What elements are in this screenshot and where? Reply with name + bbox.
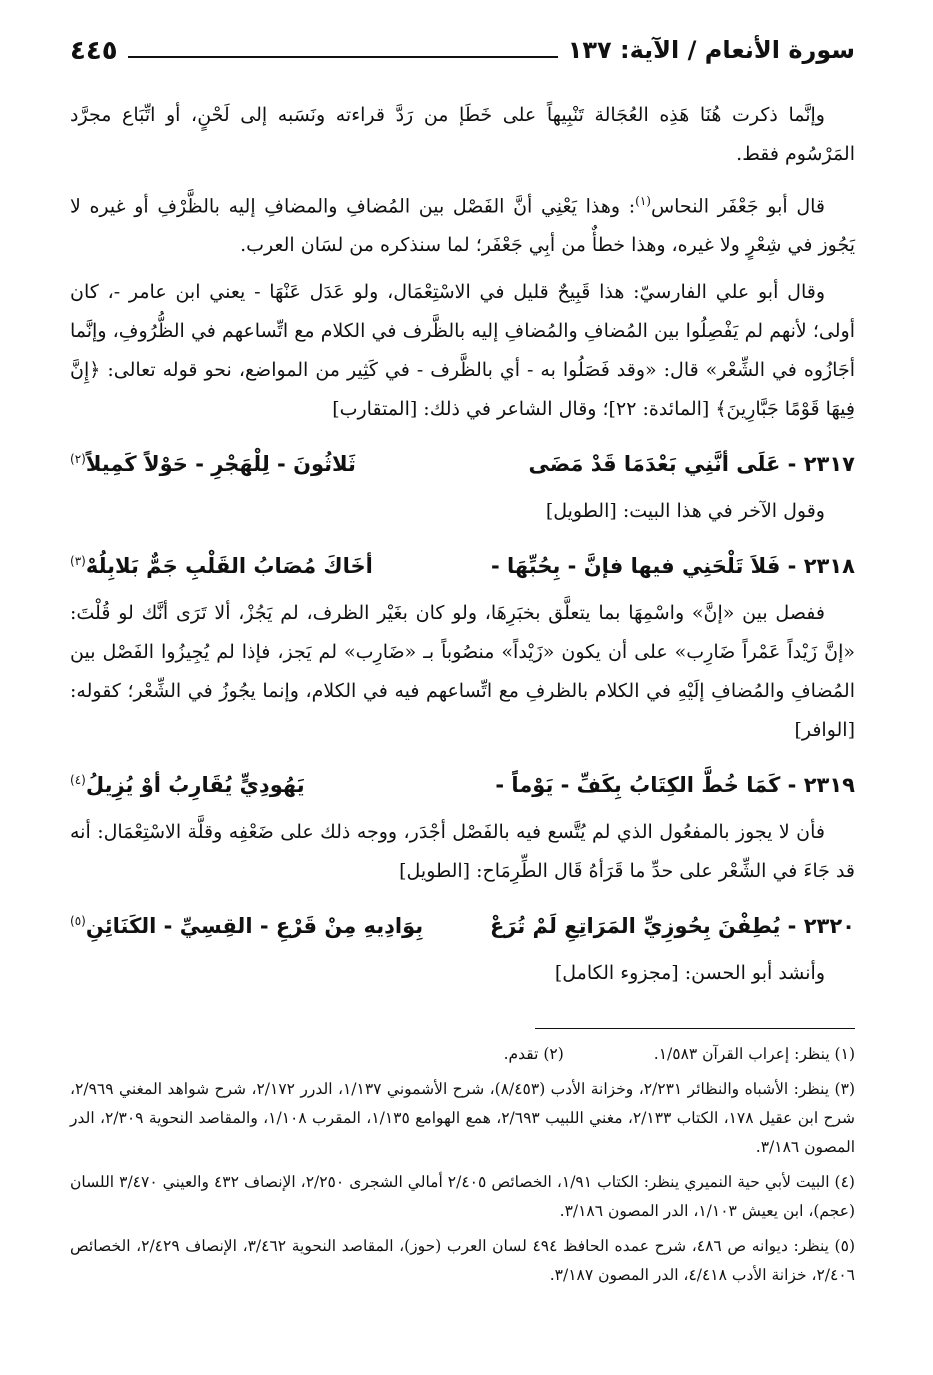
- footnotes: [70, 1040, 855, 1296]
- footnote-1: (١) ينظر: إعراب القرآن ١/٥٨٣.: [653, 1045, 855, 1063]
- verse-line: [70, 758, 855, 807]
- footnote-ref: (٢): [70, 452, 86, 467]
- footnote-ref: (٣): [70, 554, 86, 569]
- verse-text: بِوَادِيهِ مِنْ قَرْعِ - القِسِيِّ - الكَنَائِنِ: [85, 914, 424, 939]
- surah-title: سورة الأنعام / الآية: ١٣٧: [567, 36, 855, 64]
- main-text: [70, 96, 855, 1001]
- verse-text: أخَاكَ مُصَابُ القَلْبِ جَمٌّ بَلابِلُهْ: [85, 554, 373, 579]
- verse-second-hemistich: [70, 899, 423, 948]
- footnote-3: (٣) ينظر: الأشباه والنظائر ٢/٢٣١، وخزانة الأدب (٨/٤٥٣)، شرح الأشموني ١/١٣٧، الدرر ٢/١٧٢، شرح شواهد المغني ٢/٩٦٩، شرح ابن عقيل ١٧٨، الكتاب ٢/١٣٣، مغني اللبيب ٢/٦٩٣، همع الهوامع ١/١٣٥، المقرب ١/١٠٨، والمقاصد النحوية ٢/٣٠٩، الدر المصون ٣/١٨٦.: [70, 1080, 855, 1156]
- paragraph-text: قال أبو جَعْفَر النحاس: [650, 195, 826, 218]
- verse-line: [70, 539, 855, 588]
- verse-text: ثَلاثُونَ - لِلْهَجْرِ - حَوْلاً كَمِيلاً: [85, 452, 356, 477]
- verse-first-hemistich: ٢٣٢٠ - يُطِفْنَ بِحُوزِيِّ المَرَاتِعِ لَمْ تُرَعْ: [489, 914, 855, 939]
- paragraph: وقال أبو علي الفارسيّ: هذا قَبِيحٌ قليل في الاسْتِعْمَال، ولو عَدَل عَنْهَا - يعني ابن عامر -، كان أولى؛ لأنهم لم يَفْصِلُوا بين المُضافِ والمُضافِ إليه بالظَّرف في الكلام مع اتِّساعهم في الظُّرُوفِ، وإنَّما أجَازُوه في الشِّعْر» قال: «وقد فَصَلُوا به - أي بالظَّرف - في كَثِير من المواضع، نحو قوله تعالى: ﴿إِنَّ فِيهَا قَوْمًا جَبَّارِينَ﴾ [المائدة: ٢٢]؛ وقال الشاعر في ذلك: [المتقارب]: [70, 281, 855, 421]
- footnote-2: (٢) تقدم.: [503, 1045, 564, 1063]
- header-rule: [128, 56, 558, 58]
- verse-text: يَهُودِيٍّ يُقَارِبُ أوْ يُزِيلُ: [85, 773, 305, 798]
- verse-line: [70, 437, 855, 486]
- paragraph: [70, 182, 855, 265]
- paragraph: وإنَّما ذكرت هُنَا هَذِه العُجَالة تَنْبِيهاً على خَطَإ من رَدَّ قراءته ونَسَبه إلى لَحْنٍ، أو اتِّبَاع مجرَّد المَرْسُوم فقط.: [70, 104, 855, 165]
- verse-first-hemistich: ٢٣١٨ - فَلاَ تَلْحَنِي فيها فإنَّ - بِحُبِّهَا -: [491, 554, 855, 579]
- paragraph: وقول الآخر في هذا البيت: [الطويل]: [545, 500, 825, 523]
- paragraph-text: : وهذا يَعْنِي أنَّ الفَصْل بين المُضافِ والمضافِ إليه بالظَّرْفِ أو غيره لا يَجُوز في شِعْرٍ ولا غيره، وهذا خطأٌ من أبِي جَعْفَر؛ لما سنذكره من لسَان العرب.: [70, 195, 855, 257]
- verse-second-hemistich: [70, 437, 356, 486]
- footnote-5: (٥) ينظر: ديوانه ص ٤٨٦، شرح عمده الحافظ ٤٩٤ لسان العرب (حوز)، المقاصد النحوية ٣/٤٦٢، الإنصاف ٢/٤٢٩، الخصائص ٢/٤٠٦، خزانة الأدب ٤/٤١٨، الدر المصون ٣/١٨٧.: [70, 1237, 855, 1284]
- paragraph: ففصل بين «إنَّ» واسْمِهَا بما يتعلَّق بخبَرِهَا، ولو كان بغَيْر الظرف، لم يَجُزْ، ألا تَرَى أنَّك لو قُلْتَ: «إنَّ زَيْداً عَمْراً ضَارِب» على أن يكون «زَيْداً» منصُوباً بـ «ضَارِب» لم يَجز، فإذا لم يُجِيزُوا الفَصْل بين المُضافِ والمُضافِ إلَيْهِ في الكلام بالظرفِ مع اتِّساعهم فيه في الكلام، وإنما يجُوزُ في الشِّعْر؛ كقوله: [الوافر]: [70, 602, 855, 742]
- page-header: [70, 28, 855, 68]
- footnote-ref: (٥): [70, 914, 86, 929]
- page-number: ٤٤٥: [70, 36, 118, 66]
- verse-first-hemistich: ٢٣١٩ - كَمَا خُطَّ الكِتَابُ بِكَفِّ - يَوْماً -: [495, 773, 855, 798]
- verse-line: [70, 899, 855, 948]
- verse-second-hemistich: [70, 539, 373, 588]
- footnote-ref: (٤): [70, 773, 86, 788]
- paragraph: فأن لا يجوز بالمفعُول الذي لم يُتَّسع فيه بالفَصْل أجْدَر، ووجه ذلك على ضَعْفِه وقلَّة الاسْتِعْمَال: أنه قد جَاءَ في الشِّعْر على حدِّ ما قَرَأهُ قَال الطِّرِمَاح: [الطويل]: [70, 821, 855, 883]
- footnote-divider: [535, 1028, 855, 1029]
- footnote-4: (٤) البيت لأبي حية النميري ينظر: الكتاب ١/٩١، الخصائص ٢/٤٠٥ أمالي الشجرى ٢/٢٥٠، الإنصاف ٤٣٢ والعيني ٣/٤٧٠ اللسان (عجم)، ابن يعيش ١/١٠٣، الدر المصون ٣/١٨٦.: [70, 1173, 855, 1220]
- verse-first-hemistich: ٢٣١٧ - عَلَى أنَّنِي بَعْدَمَا قَدْ مَضَى: [528, 452, 855, 477]
- paragraph: وأنشد أبو الحسن: [مجزوء الكامل]: [554, 962, 825, 985]
- footnote-row: [70, 1040, 855, 1069]
- footnote-ref: (١): [635, 194, 651, 208]
- verse-second-hemistich: [70, 758, 305, 807]
